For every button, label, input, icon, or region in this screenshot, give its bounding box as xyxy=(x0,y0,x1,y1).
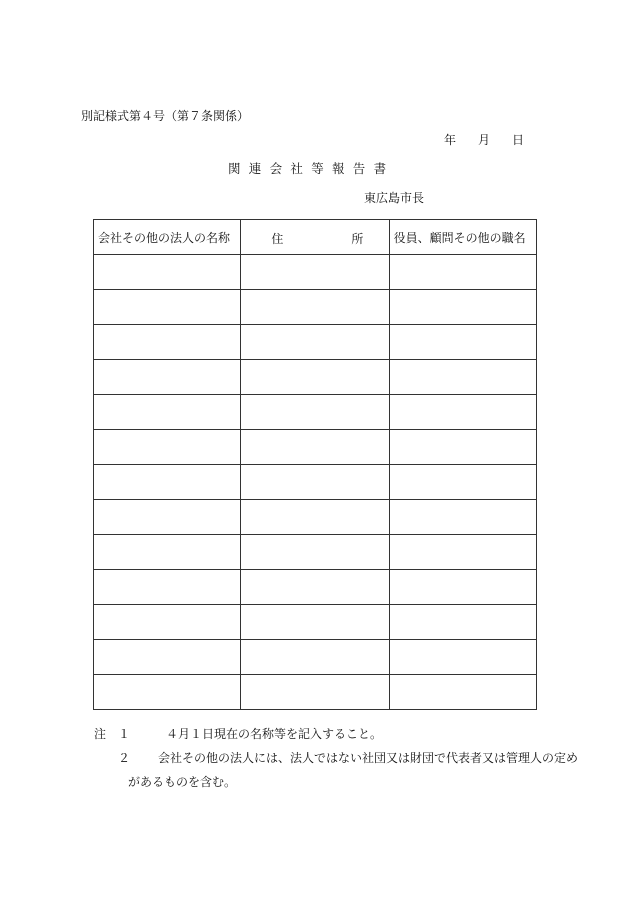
cell-company-name[interactable] xyxy=(94,640,241,675)
cell-position[interactable] xyxy=(389,640,536,675)
cell-address[interactable] xyxy=(241,675,389,710)
cell-address[interactable] xyxy=(241,570,389,605)
note-item-1 xyxy=(94,722,578,746)
table-row xyxy=(94,360,537,395)
cell-company-name[interactable] xyxy=(94,605,241,640)
cell-position[interactable] xyxy=(389,570,536,605)
column-header-address-part2: 所 xyxy=(351,232,364,246)
cell-address[interactable] xyxy=(241,430,389,465)
cell-position[interactable] xyxy=(389,675,536,710)
note-number: ２ xyxy=(118,751,131,765)
date-month-label: 月 xyxy=(478,133,491,147)
document-title: 関連会社等報告書 xyxy=(228,161,395,176)
cell-address[interactable] xyxy=(241,255,389,290)
cell-company-name[interactable] xyxy=(94,255,241,290)
cell-company-name[interactable] xyxy=(94,325,241,360)
cell-address[interactable] xyxy=(241,605,389,640)
note-text-continuation: があるものを含む。 xyxy=(128,775,237,789)
cell-address[interactable] xyxy=(241,325,389,360)
table-row xyxy=(94,570,537,605)
note-item-2 xyxy=(94,746,578,770)
column-header-address-part1: 住 xyxy=(271,232,284,246)
cell-position[interactable] xyxy=(389,255,536,290)
cell-company-name[interactable] xyxy=(94,360,241,395)
table-header-row xyxy=(94,220,537,255)
cell-company-name[interactable] xyxy=(94,500,241,535)
cell-address[interactable] xyxy=(241,500,389,535)
note-text: 会社その他の法人には、法人ではない社団又は財団で代表者又は管理人の定め xyxy=(158,751,579,765)
cell-position[interactable] xyxy=(389,500,536,535)
table-row xyxy=(94,500,537,535)
note-number: １ xyxy=(118,727,131,741)
cell-position[interactable] xyxy=(389,325,536,360)
table-row xyxy=(94,640,537,675)
table-row xyxy=(94,430,537,465)
date-day-label: 日 xyxy=(512,133,525,147)
cell-address[interactable] xyxy=(241,535,389,570)
column-header-position: 役員、顧問その他の職名 xyxy=(389,220,536,255)
cell-address[interactable] xyxy=(241,640,389,675)
cell-address[interactable] xyxy=(241,360,389,395)
cell-address[interactable] xyxy=(241,290,389,325)
cell-position[interactable] xyxy=(389,535,536,570)
cell-company-name[interactable] xyxy=(94,465,241,500)
cell-position[interactable] xyxy=(389,605,536,640)
cell-position[interactable] xyxy=(389,290,536,325)
table-row xyxy=(94,605,537,640)
table-row xyxy=(94,325,537,360)
column-header-company-name: 会社その他の法人の名称 xyxy=(94,220,241,255)
table-row xyxy=(94,255,537,290)
column-header-address xyxy=(241,220,389,255)
cell-position[interactable] xyxy=(389,465,536,500)
cell-company-name[interactable] xyxy=(94,675,241,710)
table-row xyxy=(94,395,537,430)
cell-company-name[interactable] xyxy=(94,395,241,430)
cell-address[interactable] xyxy=(241,465,389,500)
table-row xyxy=(94,535,537,570)
cell-company-name[interactable] xyxy=(94,290,241,325)
report-table xyxy=(93,219,537,710)
notes xyxy=(94,722,578,794)
notes-label: 注 xyxy=(94,727,107,741)
date-line xyxy=(444,131,524,148)
note-text: ４月１日現在の名称等を記入すること。 xyxy=(166,727,383,741)
cell-company-name[interactable] xyxy=(94,570,241,605)
table-row xyxy=(94,290,537,325)
date-year-label: 年 xyxy=(444,133,457,147)
note-item-2-continuation xyxy=(94,770,578,794)
cell-position[interactable] xyxy=(389,360,536,395)
cell-company-name[interactable] xyxy=(94,535,241,570)
recipient: 東広島市長 xyxy=(364,191,425,205)
cell-company-name[interactable] xyxy=(94,430,241,465)
form-number: 別記様式第４号（第７条関係） xyxy=(81,109,250,123)
table-body xyxy=(94,255,537,710)
cell-address[interactable] xyxy=(241,395,389,430)
cell-position[interactable] xyxy=(389,395,536,430)
table-row xyxy=(94,675,537,710)
cell-position[interactable] xyxy=(389,430,536,465)
table-row xyxy=(94,465,537,500)
